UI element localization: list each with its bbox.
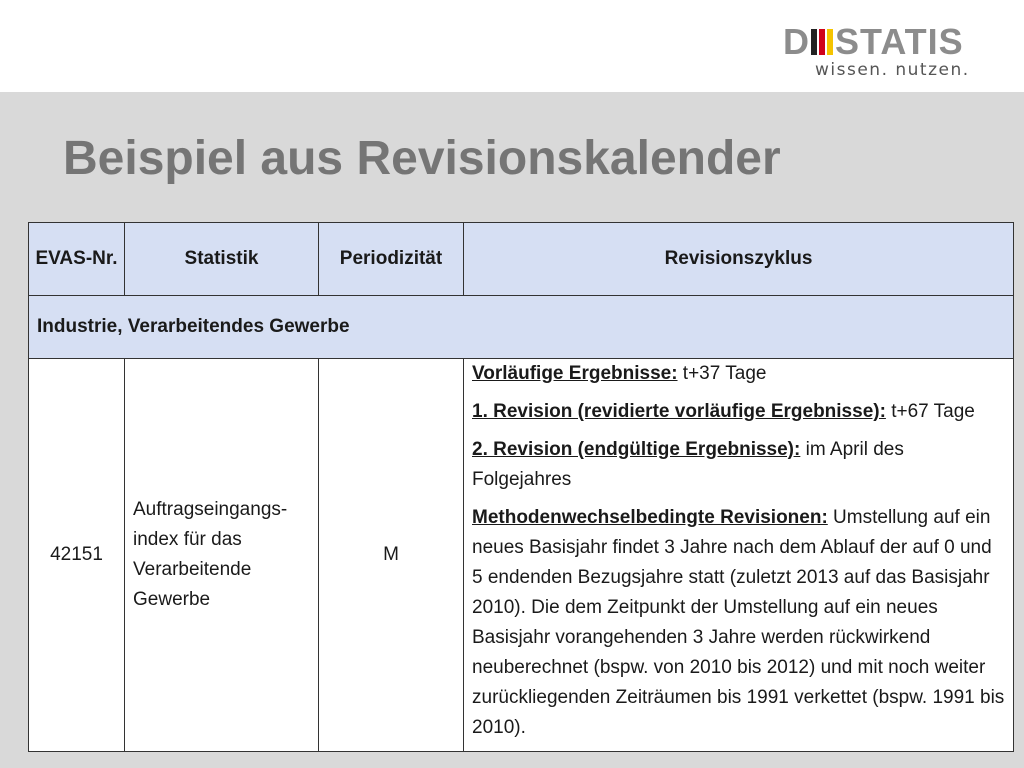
- cell-revisionszyklus: [464, 359, 1014, 752]
- cycle-text: t+67 Tage: [885, 401, 975, 422]
- logo-wordmark: [783, 22, 964, 62]
- flag-icon: [811, 29, 833, 55]
- cycle-label: Methodenwechselbedingte Revisionen:: [472, 507, 828, 528]
- table-header-row: [29, 223, 1014, 296]
- logo-tagline: wissen. nutzen.: [815, 60, 970, 80]
- cycle-entry-method-change: [472, 503, 1005, 743]
- slide-title: Beispiel aus Revisionskalender: [63, 132, 781, 185]
- section-row: [29, 296, 1014, 359]
- cycle-text: t+37 Tage: [677, 363, 767, 384]
- cell-evas-nr: 42151: [29, 359, 125, 752]
- table-row: [29, 359, 1014, 752]
- logo-suffix: STATIS: [835, 21, 964, 62]
- cycle-label: 1. Revision (revidierte vorläufige Ergebnisse):: [472, 401, 886, 422]
- cycle-label: Vorläufige Ergebnisse:: [472, 363, 678, 384]
- cell-periodizitaet: M: [319, 359, 464, 752]
- header-evas-nr: EVAS-Nr.: [29, 223, 125, 296]
- cycle-text: Umstellung auf ein neues Basisjahr findet 3 Jahre nach dem Ablauf der auf 0 und 5 endenden Bezugsjahre statt (zuletzt 2013 auf das Basisjahr 2010). Die dem Zeitpunkt der Umstellung auf ein neues Basisjahr vorangehenden 3 Jahre werden rückwirkend neuberechnet (bspw. von 2010 bis 2012) und mit noch weiter zurückliegenden Zeiträumen bis 1991 verkettet (bspw. 1991 bis 2010).: [472, 507, 1005, 738]
- logo-prefix: D: [783, 21, 810, 62]
- cycle-text: im April des Folgejahres: [472, 439, 904, 490]
- cycle-entry-revision-1: [472, 397, 1005, 427]
- header-periodizitaet: Periodizität: [319, 223, 464, 296]
- cycle-entry-revision-2: [472, 435, 1005, 495]
- cycle-entry-preliminary: [472, 359, 1005, 389]
- revision-table: [28, 222, 1014, 752]
- cycle-label: 2. Revision (endgültige Ergebnisse):: [472, 439, 801, 460]
- section-label: Industrie, Verarbeitendes Gewerbe: [29, 296, 1014, 359]
- header-revisionszyklus: Revisionszyklus: [464, 223, 1014, 296]
- header-statistik: Statistik: [125, 223, 319, 296]
- cell-statistik: Auftragseingangs-index für das Verarbeitende Gewerbe: [125, 359, 319, 752]
- destatis-logo: [783, 22, 988, 82]
- header-bar: [0, 0, 1024, 92]
